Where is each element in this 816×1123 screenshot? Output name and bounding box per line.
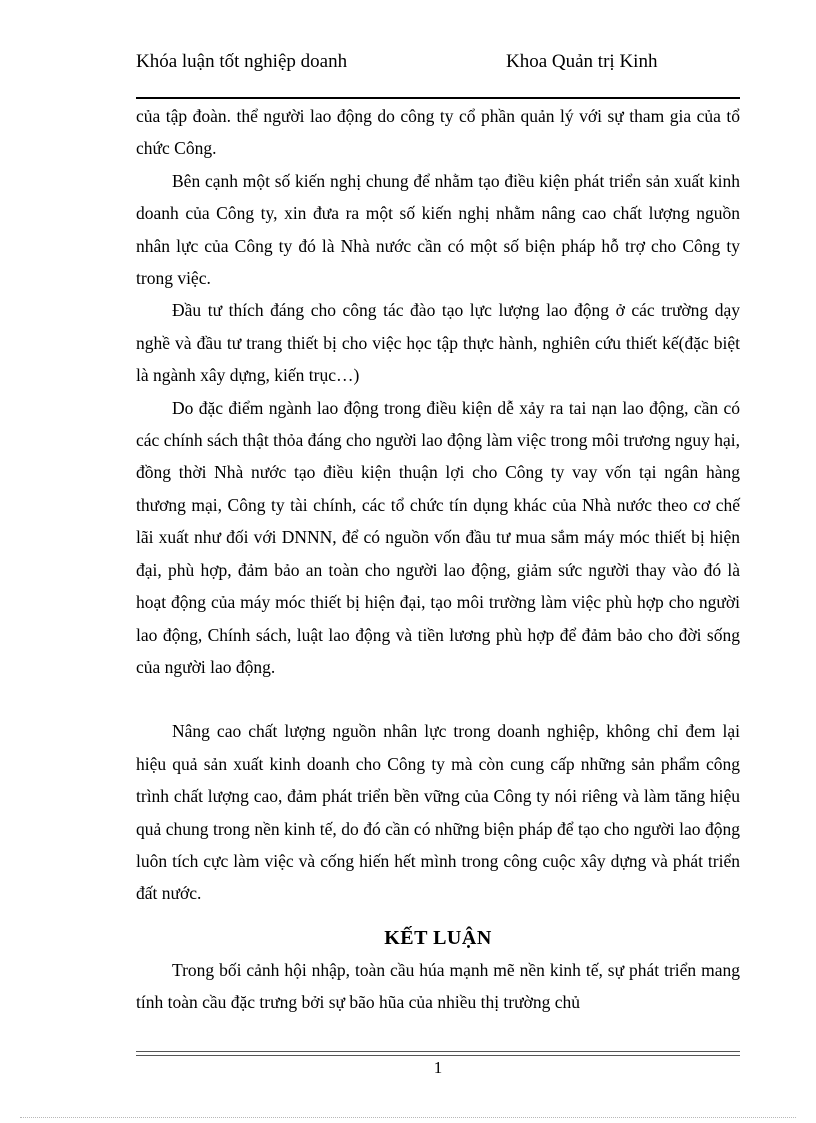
page-boundary [20, 1117, 796, 1118]
header-thesis-title: Khóa luận tốt nghiệp doanh [136, 51, 348, 72]
paragraph-conclusion: Trong bối cảnh hội nhập, toàn cầu húa mạnh mẽ nền kinh tế, sự phát triển mang tính toàn cầu đặc trưng bởi sự bão hũa của nhiều thị trường chủ [136, 959, 740, 1013]
page-header [136, 50, 740, 96]
header-rule [136, 97, 740, 99]
header-faculty-name: Khoa Quản trị Kinh [506, 51, 658, 72]
page-number: 1 [433, 1058, 443, 1077]
footer-rule [136, 1051, 740, 1056]
paragraph-labor-safety-policy: Do đặc điểm ngành lao động trong điều kiện dễ xảy ra tai nạn lao động, cần có các chính sách thật thỏa đáng cho người lao động làm việc trong môi trương nguy hại, đồng thời Nhà nước tạo điều kiện thuận lợi cho Công ty vay vốn tại ngân hàng thương mại, Công ty tài chính, các tổ chức tín dụng khác của Nhà nước theo cơ chế lãi xuất như đối với DNNN, để có nguồn vốn đầu tư mua sắm máy móc thiết bị hiện đại, phù hợp, đảm bảo an toàn cho người lao động, giảm sức người thay vào đó là hoạt động của máy móc thiết bị hiện đại, tạo môi trường làm việc phù hợp cho người lao động, Chính sách, luật lao động và tiền lương phù hợp để đảm bảo cho đời sống của người lao động. [136, 397, 740, 677]
paragraph-continuation: của tập đoàn. thể người lao động do công ty cổ phần quản lý với sự tham gia của tổ chức Công. [136, 106, 740, 159]
section-heading-conclusion: KẾT LUẬN [384, 926, 492, 949]
paragraph-training-investment: Đầu tư thích đáng cho công tác đào tạo lực lượng lao động ở các trường dạy nghề và đầu tư trang thiết bị cho việc học tập thực hành, nghiên cứu thiết kế(đặc biệt là ngành xây dựng, kiến trục…) [136, 300, 740, 386]
paragraph-gap [136, 683, 740, 715]
document-body [136, 100, 740, 1019]
paragraph-recommendations-intro: Bên cạnh một số kiến nghị chung để nhằm tạo điều kiện phát triển sản xuất kinh doanh của Công ty, xin đưa ra một số kiến nghị nhằm nâng cao chất lượng nguồn nhân lực của Công ty đó là Nhà nước cần có một số biện pháp hỗ trợ cho Công ty trong việc. [136, 170, 740, 289]
paragraph-hr-quality: Nâng cao chất lượng nguồn nhân lực trong doanh nghiệp, không chỉ đem lại hiệu quả sản xuất kinh doanh cho Công ty mà còn cung cấp những sản phẩm công trình chất lượng cao, đảm phát triển bền vững của Công ty nói riêng và làm tăng hiệu quả chung trong nền kinh tế, do đó cần có những biện pháp để tạo cho người lao động luôn tích cực làm việc và cống hiến hết mình trong công cuộc xây dựng và phát triển đất nước. [136, 721, 740, 904]
